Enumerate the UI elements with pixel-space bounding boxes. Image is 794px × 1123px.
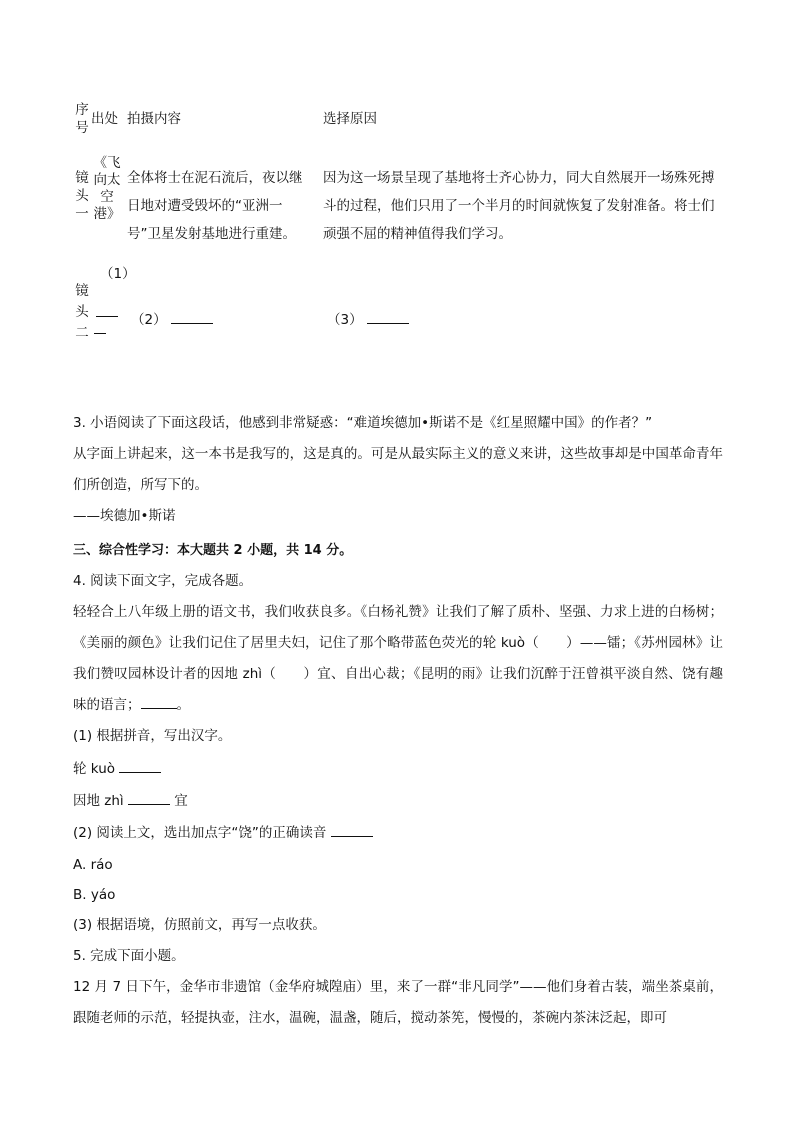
table-row2-content-label: （2） — [131, 312, 167, 328]
q4-sub3: (3) 根据语境，仿照前文，再写一点收获。 — [73, 917, 326, 933]
q4-passage-blank[interactable] — [141, 694, 177, 709]
q4-sub1-a-blank[interactable] — [119, 758, 161, 773]
table-row2-reason-label: （3） — [327, 312, 363, 328]
q4-option-b[interactable]: B. yáo — [73, 887, 116, 903]
table-row1-source: 《飞向太空港》 — [93, 155, 121, 222]
table-row2-source-cell — [91, 266, 136, 334]
table-row2-content-cell — [131, 309, 213, 329]
q4-sub1-b-blank[interactable] — [128, 790, 170, 805]
table-row1-content: 全体将士在泥石流后，夜以继日地对遭受毁坏的“亚洲一号”卫星发射基地进行重建。 — [127, 170, 303, 242]
q4-sub1-b-pre: 因地 zhì — [73, 793, 124, 809]
answer-blank-1[interactable] — [96, 302, 118, 317]
q4-sub2-blank[interactable] — [331, 822, 373, 837]
q4-sub1-a-line — [73, 754, 723, 785]
table-row2-seq: 镜头二 — [75, 283, 89, 341]
q4-sub1-b-post: 宜 — [174, 793, 188, 809]
table-row2-source-label: （1） — [100, 266, 136, 282]
q3-quote: 从字面上讲起来，这一本书是我写的，这是真的。可是从最实际主义的意义来讲，这些故事却是中国革命青年们所创造，所写下的。 — [73, 446, 723, 493]
section3-heading: 三、综合性学习：本大题共 2 小题，共 14 分。 — [73, 543, 353, 558]
answer-blank-1-cont[interactable] — [94, 323, 106, 334]
q4-passage: 轻轻合上八年级上册的语文书，我们收获良多。《白杨礼赞》让我们了解了质朴、坚强、力求上进的白杨树；《美丽的颜色》让我们记住了居里夫妇，记住了那个略带蓝色荧光的轮 kuò（ ）——镭；《苏州园林》让我们赞叹园林设计者的因地 zhì（ ）宜、自出心裁；《昆明的雨》让我们沉醉于汪曾祺平淡自然、饶有趣味的语言； — [73, 604, 723, 713]
table-header-seq: 序号 — [75, 102, 89, 136]
q5-passage: 12 月 7 日下午，金华市非遗馆（金华府城隍庙）里，来了一群“非凡同学”——他们身着古装，端坐茶桌前，跟随老师的示范，轻提执壶，注水，温碗，温盏，随后，搅动茶筅，慢慢的，茶碗内茶沫泛起，即可 — [73, 979, 723, 1026]
q4-sub1-a: 轮 kuò — [73, 761, 116, 777]
q4-sub2-line — [73, 818, 723, 849]
table-row1-seq: 镜头一 — [75, 170, 89, 222]
table-header-reason: 选择原因 — [323, 111, 377, 127]
q4-sub1-b-line — [73, 786, 723, 817]
q4-passage-block — [73, 597, 723, 721]
table-header-content: 拍摄内容 — [127, 111, 181, 127]
q4-sub2: (2) 阅读上文，选出加点字“饶”的正确读音 — [73, 825, 327, 841]
table-row2-reason-cell — [327, 309, 409, 329]
answer-blank-2[interactable] — [171, 309, 213, 324]
q4-passage-end: 。 — [176, 697, 190, 713]
q3-line1: 3. 小语阅读了下面这段话，他感到非常疑惑：“难道埃德加•斯诺不是《红星照耀中国》的作者？” — [73, 415, 653, 431]
q3-attribution: ——埃德加•斯诺 — [73, 508, 176, 524]
table-row1-reason: 因为这一场景呈现了基地将士齐心协力，同大自然展开一场殊死搏斗的过程，他们只用了一个半月的时间就恢复了发射准备。将士们顽强不屈的精神值得我们学习。 — [323, 170, 715, 242]
answer-blank-3[interactable] — [367, 309, 409, 324]
table-header-source: 出处 — [91, 111, 118, 127]
q4-intro: 4. 阅读下面文字，完成各题。 — [73, 573, 253, 589]
q4-sub1: (1) 根据拼音，写出汉字。 — [73, 728, 232, 744]
q4-option-a[interactable]: A. ráo — [73, 857, 113, 873]
q5-intro: 5. 完成下面小题。 — [73, 948, 185, 964]
